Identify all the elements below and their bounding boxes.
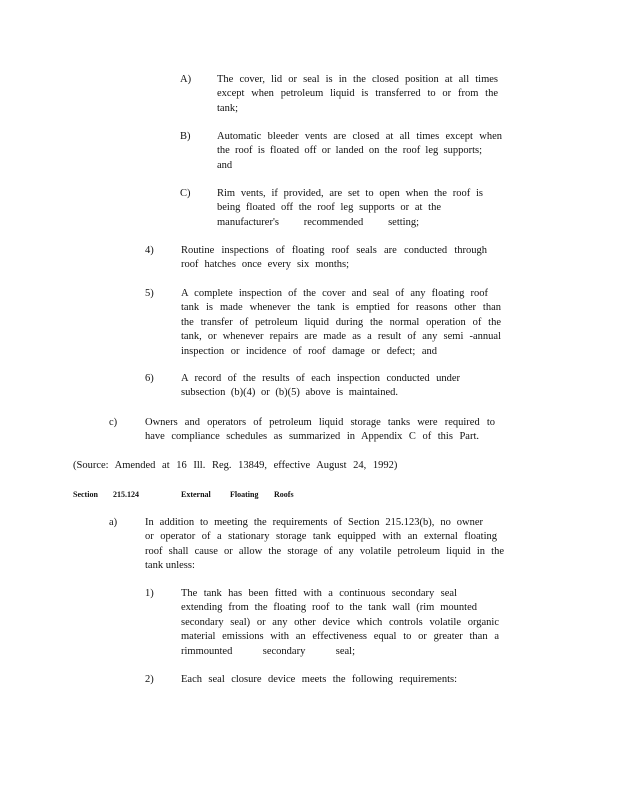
item-text: A record of the results of each inspection conducted under subsection (b)(4) or (b)(5) above is maintained. <box>181 373 460 399</box>
section-heading <box>73 489 313 501</box>
source-note: (Source: Amended at 16 Ill. Reg. 13849, effective August 24, 1992) <box>73 460 398 471</box>
item-text: Each seal closure device meets the following requirements: <box>181 674 457 685</box>
item-label: c) <box>109 417 118 428</box>
item-2 <box>145 673 457 687</box>
item-label: 5) <box>145 288 154 299</box>
item-1 <box>145 587 499 659</box>
item-6 <box>145 372 460 401</box>
item-a <box>180 73 498 116</box>
item-b <box>180 130 502 173</box>
item-text: The cover, lid or seal is in the closed position at all times except when petroleum liquid is transferred to or from the tank; <box>217 74 498 114</box>
item-label: 1) <box>145 588 154 599</box>
item-label: B) <box>180 131 191 142</box>
item-label: a) <box>109 517 118 528</box>
section-title-word: External <box>181 490 211 499</box>
item-c-lower <box>109 416 495 445</box>
item-text: The tank has been fitted with a continuous secondary seal extending from the floating roof to the tank wall (rim mounted secondary seal) or any other device which controls volatile organic material emissions with an effectiveness equal to or greater than a rimmounted secondary seal; <box>181 588 499 657</box>
item-text: Owners and operators of petroleum liquid storage tanks were required to have compliance schedules as summarized in Appendix C of this Part. <box>145 417 495 443</box>
item-text: Rim vents, if provided, are set to open when the roof is being floated off the roof leg supports or at the manufacturer's recommended setting; <box>217 188 483 228</box>
item-text: A complete inspection of the cover and seal of any floating roof tank is made whenever the tank is emptied for reasons other than the transfer of petroleum liquid during the normal operation of the tank, or whenever repairs are made as a result of any semi -annual inspection or incidence of roof damage or defect; and <box>181 288 501 357</box>
item-label: A) <box>180 74 192 85</box>
item-text: Routine inspections of floating roof seals are conducted through roof hatches once every six months; <box>181 245 487 271</box>
item-a-lower <box>109 516 504 574</box>
item-text: In addition to meeting the requirements of Section 215.123(b), no owner or operator of a stationary storage tank equipped with an external floating roof shall cause or allow the storage of any volatile petroleum liquid in the tank unless: <box>145 517 504 572</box>
item-5 <box>145 287 501 359</box>
item-c <box>180 187 483 230</box>
item-4 <box>145 244 487 273</box>
section-title-word: Floating <box>230 490 259 499</box>
item-label: 6) <box>145 373 154 384</box>
item-label: C) <box>180 188 191 199</box>
item-label: 4) <box>145 245 154 256</box>
section-title-word: Roofs <box>274 490 294 499</box>
item-text: Automatic bleeder vents are closed at all times except when the roof is floated off or landed on the roof leg supports; and <box>217 131 502 171</box>
item-label: 2) <box>145 674 154 685</box>
section-label: Section <box>73 490 98 499</box>
section-number: 215.124 <box>113 490 139 499</box>
